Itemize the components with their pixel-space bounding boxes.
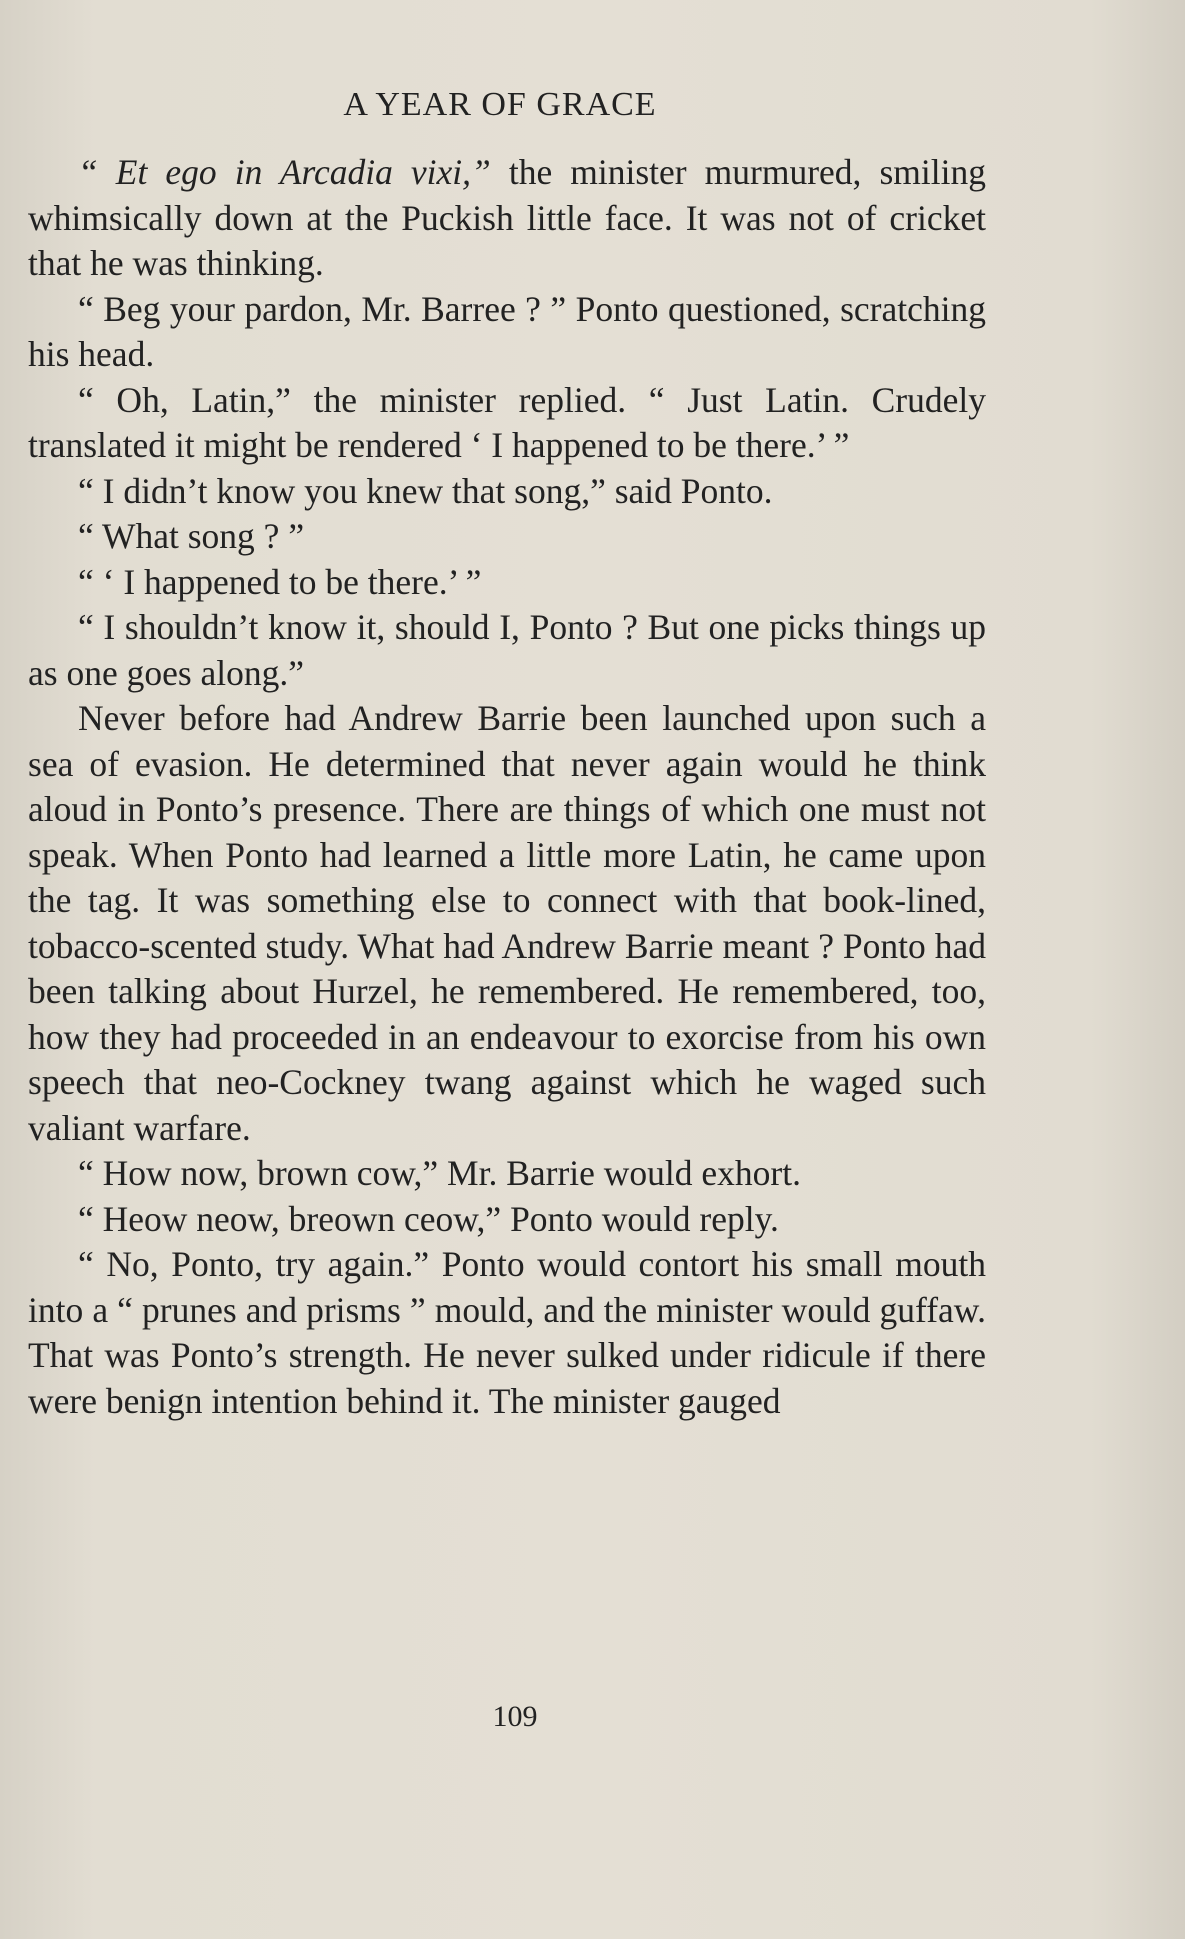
paragraph: “ How now, brown cow,” Mr. Barrie would exhort. (78, 1153, 801, 1193)
paragraph: “ No, Ponto, try again.” Ponto would contort his small mouth into a “ prunes and prisms ” mould, and the minister would guffaw. That was Ponto’s strength. He never sulked under ridicule if there were benign intention behind it. The minister gauged (28, 1244, 986, 1421)
body-text (28, 150, 986, 1424)
page-number: 109 (492, 1700, 538, 1733)
paragraph (28, 150, 986, 287)
paragraph: Never before had Andrew Barrie been launched upon such a sea of evasion. He determined that never again would he think aloud in Ponto’s presence. There are things of which one must not speak. When Ponto had learned a little more Latin, he came upon the tag. It was something else to connect with that book-lined, tobacco-scented study. What had Andrew Barrie meant ? Ponto had been talking about Hurzel, he remembered. He remembered, too, how they had proceeded in an endeavour to exorcise from his own speech that neo-Cockney twang against which he waged such valiant warfare. (28, 698, 986, 1148)
paragraph: “ Beg your pardon, Mr. Barree ? ” Ponto questioned, scratching his head. (28, 288, 986, 374)
paragraph: “ Oh, Latin,” the minister replied. “ Just Latin. Crudely translated it might be rendered ‘ I happened to be there.’ ” (28, 379, 986, 465)
paragraph: “ What song ? ” (78, 516, 305, 556)
paragraph: “ ‘ I happened to be there.’ ” (78, 561, 482, 602)
paragraph: “ I shouldn’t know it, should I, Ponto ? But one picks things up as one goes along.” (28, 607, 986, 693)
paragraph: “ I didn’t know you knew that song,” said Ponto. (78, 470, 773, 511)
paragraph-text: the minister murmured, smiling whimsically down at the Puckish little face. It was not of cricket that he was thinking. (28, 152, 987, 283)
paragraph: “ Heow neow, breown ceow,” Ponto would reply. (78, 1198, 779, 1239)
latin-quote: “ Et ego in Arcadia vixi,” (78, 152, 491, 192)
running-head: A YEAR OF GRACE (343, 86, 657, 123)
